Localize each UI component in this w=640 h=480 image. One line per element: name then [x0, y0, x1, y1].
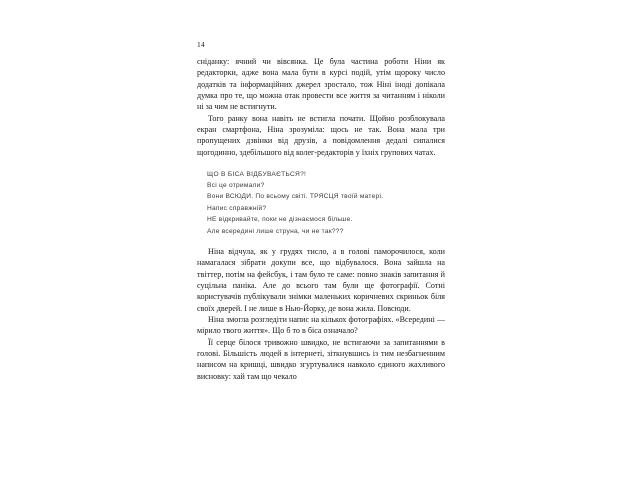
- paragraph: Ніна відчула, як у грудях тисло, а в голові паморочилося, коли намагалася зібрати докупи все, що відбувалося. Вона зайшла на твіттер, потім на фейсбук, і там було те саме: повно знаків запитання й суцільна паніка. Але до всього там були ще фотографії. Сотні користувачів публікували знімки маленьких коричневих скриньок біля своїх дверей. І не лише в Нью-Йорку, де вона жила. Повсюди.: [197, 247, 445, 313]
- chat-line: Вони ВСЮДИ. По всьому світі. ТРЯСЦЯ твоїй матері.: [207, 193, 384, 201]
- chat-line: Напис справжній?: [207, 204, 267, 212]
- chat-line: ЩО В БІСА ВІДБУВАЄТЬСЯ?!: [207, 170, 307, 178]
- chat-line: Всі це отримали?: [207, 182, 265, 189]
- text-column: [197, 56, 445, 382]
- page-number: 14: [197, 40, 205, 49]
- chat-line: НЕ відкривайте, поки не дізнаємося більше.: [207, 216, 353, 224]
- paragraph: сніданку: ячний чи вівсянка. Це була частина роботи Ніни як редакторки, адже вона мала бути в курсі подій, утім щороку число додатків та інформаційних джерел зростало, тож Ніні іноді допікала думка про те, що можна отак провести все життя за читанням і ніколи ні за чим не встигнути.: [197, 57, 445, 112]
- paragraph: Ніна змогла розгледіти напис на кількох фотографіях. «Всередині — мірило твого життя». Що б то в біса означало?: [197, 315, 445, 336]
- chat-line: Але всередині лише струна, чи не так???: [207, 227, 344, 235]
- paragraph: Її серце білося тривожно швидко, не встигаючи за запитаннями в голові. Більшість людей в інтернеті, зіткнувшись із тим незбагненним написом на кришці, швидко згуртувалися навколо єдиного жахливого висновку: хай там що чекало: [197, 337, 445, 381]
- paragraph: Того ранку вона навіть не встигла почати. Щойно розблокувала екран смартфона, Ніна зрозуміла: щось не так. Вона мала три пропущених дзвінки від друзів, а повідомлення дедалі сипалися щогодинно, здебільшого від колег-редакторів у їхніх групових чатах.: [197, 113, 445, 157]
- chat-message-block: [197, 169, 445, 237]
